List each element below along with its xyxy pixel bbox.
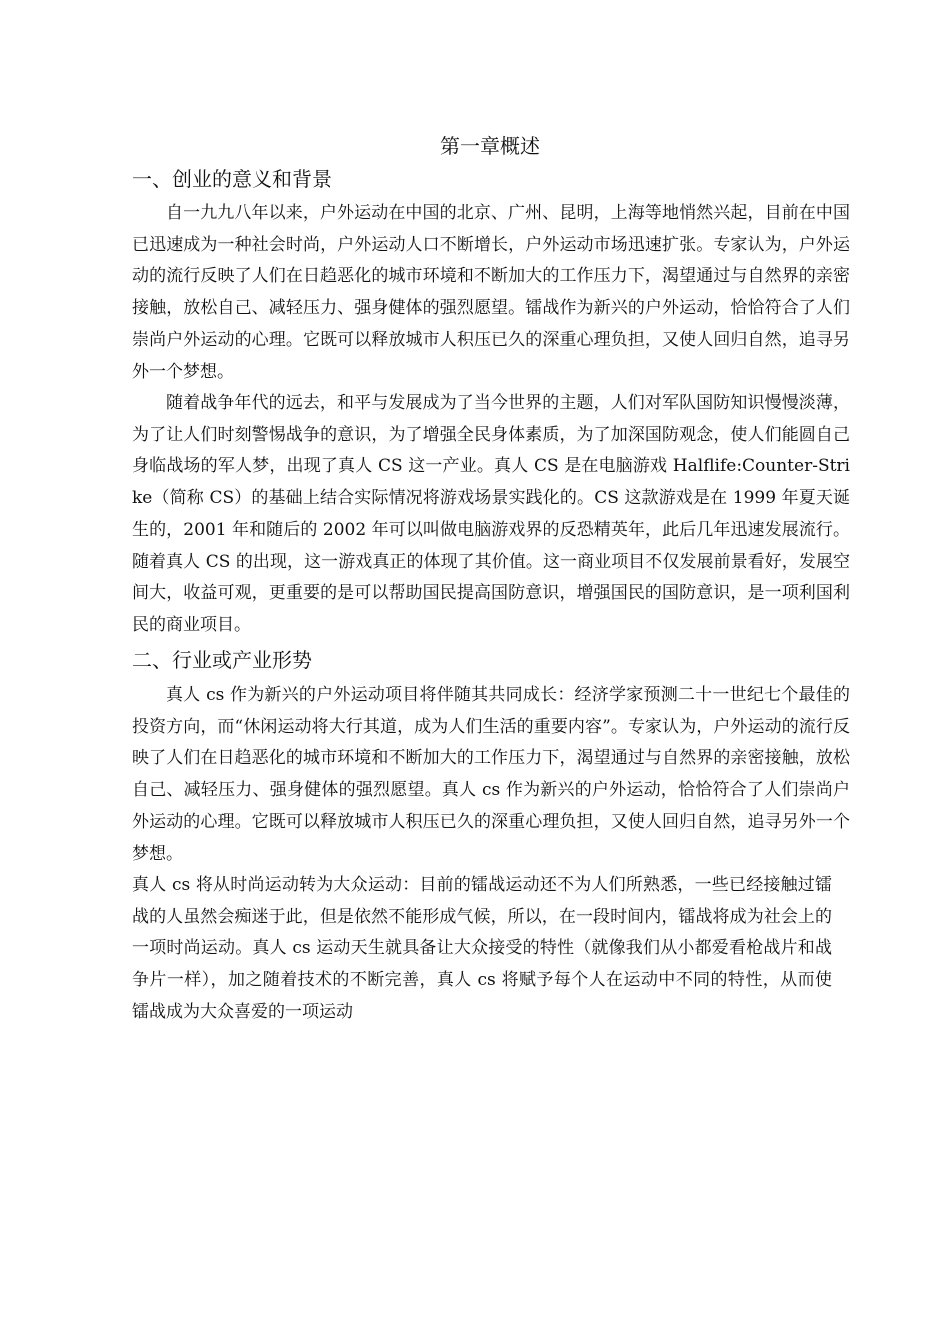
section-heading-industry: 二、行业或产业形势	[132, 648, 312, 672]
chapter-title: 第一章概述	[440, 134, 540, 158]
paragraph-cs-industry: 随着战争年代的远去，和平与发展成为了当今世界的主题，人们对军队国防知识慢慢淡薄，为了让人们时刻警惕战争的意识，为了增强全民身体素质，为了加深国防观念，使人们能圆自己身临战场的军人梦，出现了真人 CS 这一产业。真人 CS 是在电脑游戏 Halflife:Counter-Strike（简称 CS）的基础上结合实际情况将游戏场景实践化的。CS 这款游戏是在 1999 年夏天诞生的，2001 年和随后的 2002 年可以叫做电脑游戏界的反恐精英年，此后几年迅速发展流行。随着真人 CS 的出现，这一游戏真正的体现了其价值。这一商业项目不仅发展前景看好，发展空间大，收益可观，更重要的是可以帮助国民提高国防意识，增强国民的国防意识，是一项利国利民的商业项目。	[132, 393, 850, 635]
section-heading-background: 一、创业的意义和背景	[132, 167, 332, 191]
paragraph-industry-growth: 真人 cs 作为新兴的户外运动项目将伴随其共同成长：经济学家预测二十一世纪七个最佳的投资方向，而“休闲运动将大行其道，成为人们生活的重要内容”。专家认为，户外运动的流行反映了人们在日趋恶化的城市环境和不断加大的工作压力下，渴望通过与自然界的亲密接触，放松自己、减轻压力、强身健体的强烈愿望。真人 cs 作为新兴的户外运动，恰恰符合了人们崇尚户外运动的心理。它既可以释放城市人积压已久的深重心理负担，又使人回归自然，追寻另外一个梦想。	[132, 685, 850, 864]
paragraph-mass-sport: 真人 cs 将从时尚运动转为大众运动：目前的镭战运动还不为人们所熟悉，一些已经接触过镭战的人虽然会痴迷于此，但是依然不能形成气候，所以，在一段时间内，镭战将成为社会上的一项时尚运动。真人 cs 运动天生就具备让大众接受的特性（就像我们从小都爱看枪战片和战争片一样），加之随着技术的不断完善，真人 cs 将赋予每个人在运动中不同的特性，从而使镭战成为大众喜爱的一项运动	[132, 875, 832, 1022]
paragraph-outdoor-sports: 自一九九八年以来，户外运动在中国的北京、广州、昆明，上海等地悄然兴起，目前在中国已迅速成为一种社会时尚，户外运动人口不断增长，户外运动市场迅速扩张。专家认为，户外运动的流行反映了人们在日趋恶化的城市环境和不断加大的工作压力下，渴望通过与自然界的亲密接触，放松自己、减轻压力、强身健体的强烈愿望。镭战作为新兴的户外运动，恰恰符合了人们崇尚户外运动的心理。它既可以释放城市人积压已久的深重心理负担，又使人回归自然，追寻另外一个梦想。	[132, 203, 850, 382]
